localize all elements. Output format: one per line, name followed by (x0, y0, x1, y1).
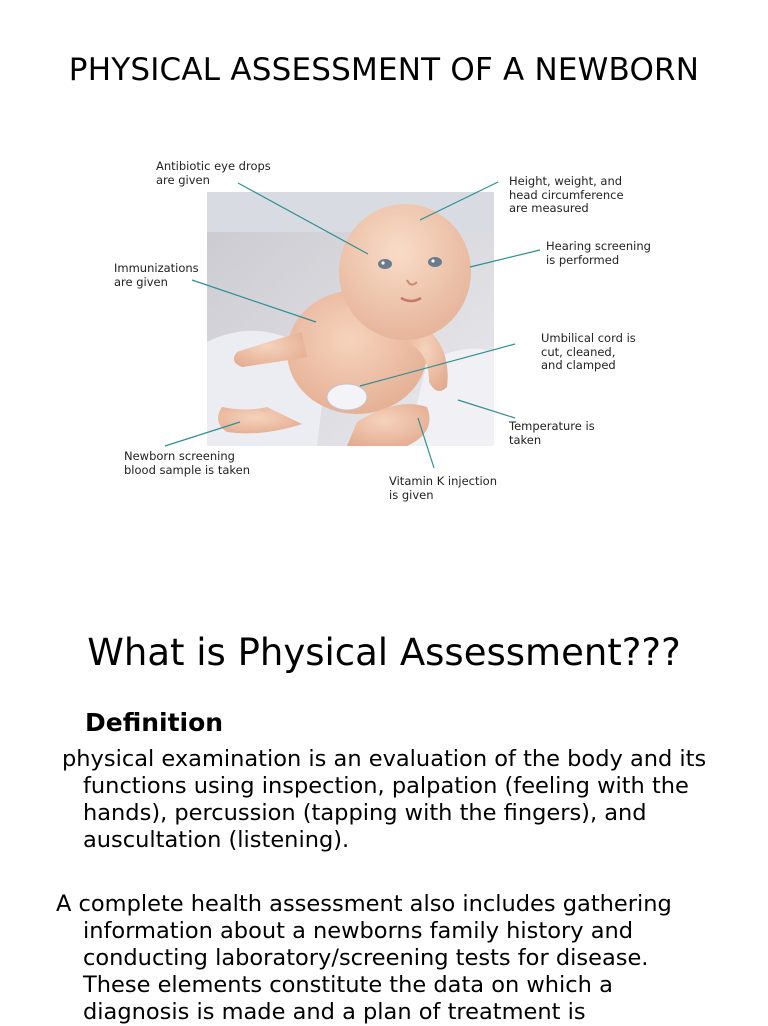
leader-vitamin-k (418, 418, 434, 468)
leader-height-weight (420, 182, 498, 220)
callout-umbilical: Umbilical cord is cut, cleaned, and clamped (541, 331, 636, 372)
callout-blood-sample: Newborn screening blood sample is taken (124, 449, 251, 477)
leader-immunizations (192, 280, 316, 322)
section-heading: What is Physical Assessment??? (87, 631, 681, 674)
newborn-assessment-figure (0, 150, 768, 520)
definition-paragraph: physical examination is an evaluation of the body and its functions using inspection, palpation (feeling with the hands), percussion (tapping with the fingers), and auscultation (listening). (62, 746, 707, 853)
callout-height-weight: Height, weight, and head circumference are measured (509, 174, 624, 215)
callout-hearing: Hearing screening is performed (546, 239, 651, 267)
callout-immunizations: Immunizations are given (114, 261, 199, 289)
leader-hearing (470, 250, 540, 267)
leader-blood-sample (165, 422, 240, 446)
slide-title: PHYSICAL ASSESSMENT OF A NEWBORN (68, 52, 700, 88)
leader-eye-drops (238, 183, 368, 254)
leader-umbilical (360, 344, 515, 386)
definition-label: Definition (85, 708, 224, 737)
health-assessment-paragraph: A complete health assessment also includes gathering information about a newborns family history and conducting laboratory/screening tests for disease. These elements constitute the data on which a diagnosis is made and a plan of treatment is (56, 891, 672, 1025)
callout-eye-drops: Antibiotic eye drops are given (156, 159, 271, 187)
callout-vitamin-k: Vitamin K injection is given (389, 474, 498, 502)
callout-temperature: Temperature is taken (509, 419, 595, 447)
callout-leader-lines (0, 150, 768, 520)
leader-temperature (458, 400, 515, 418)
